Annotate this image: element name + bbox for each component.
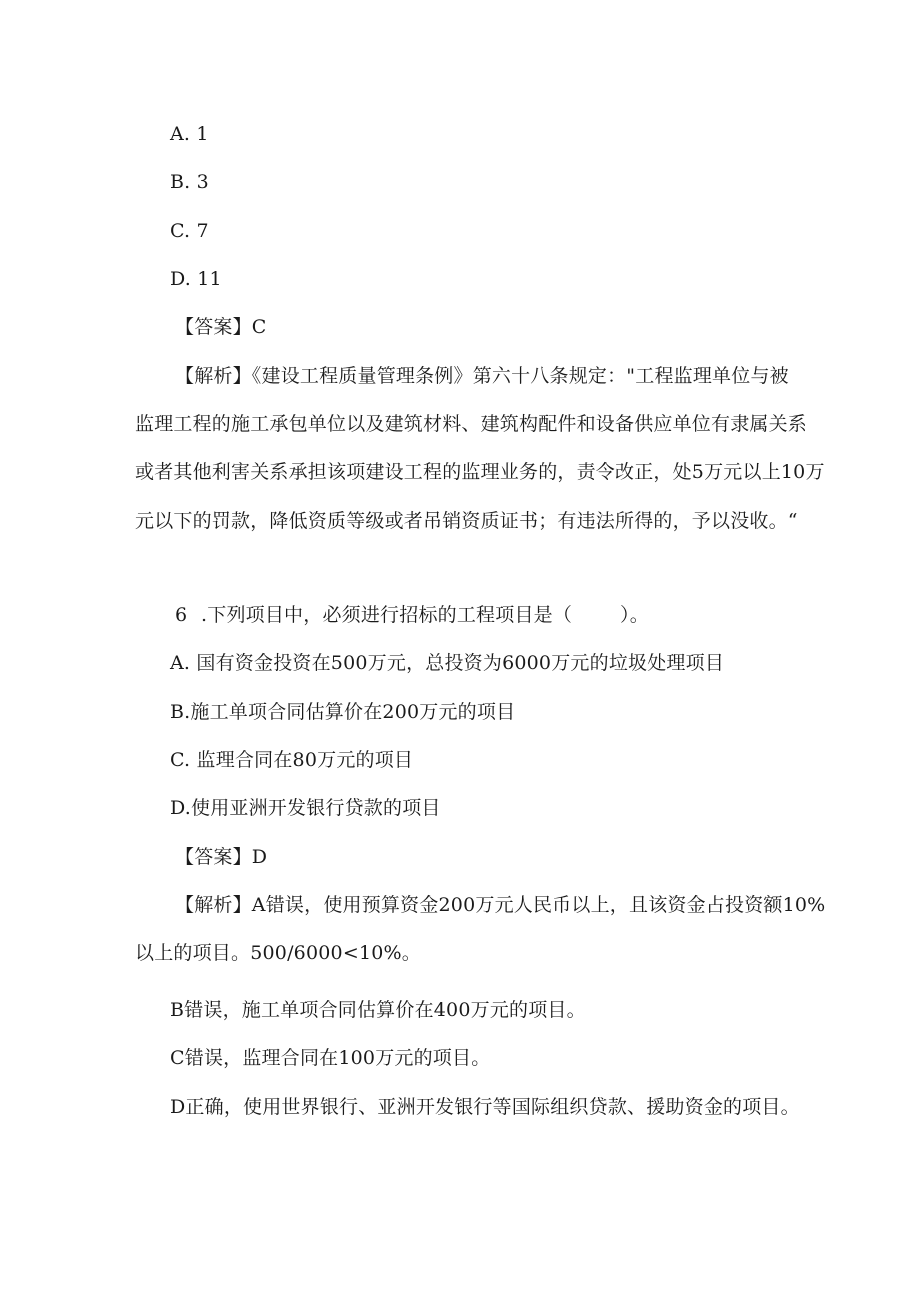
q5-analysis-line-1: 【解析】《建设工程质量管理条例》第六十八条规定："工程监理单位与被 (175, 365, 789, 387)
q6-answer: 【答案】D (175, 846, 268, 868)
q5-analysis-line-3: 或者其他利害关系承担该项建设工程的监理业务的，责令改正，处5万元以上10万 (135, 461, 825, 483)
q6-stem (175, 603, 649, 627)
q6-analysis-line-1: 【解析】A错误，使用预算资金200万元人民币以上，且该资金占投资额10% (175, 894, 826, 916)
q6-option-b: B.施工单项合同估算价在200万元的项目 (170, 701, 516, 723)
q6-analysis-line-2: 以上的项目。500/6000<10%。 (135, 942, 421, 964)
q5-analysis-line-4: 元以下的罚款，降低资质等级或者吊销资质证书；有违法所得的，予以没收。“ (135, 510, 798, 532)
q6-explanation-d: D正确，使用世界银行、亚洲开发银行等国际组织贷款、援助资金的项目。 (170, 1096, 800, 1118)
q6-explanation-c: C错误，监理合同在100万元的项目。 (170, 1047, 491, 1069)
q6-explanation-b: B错误，施工单项合同估算价在400万元的项目。 (170, 999, 586, 1021)
q5-analysis-line-2: 监理工程的施工承包单位以及建筑材料、建筑构配件和设备供应单位有隶属关系 (135, 413, 808, 435)
q6-stem-end: ）。 (620, 604, 649, 626)
q6-number: 6 (175, 604, 188, 626)
q6-option-a: A. 国有资金投资在500万元，总投资为6000万元的垃圾处理项目 (170, 652, 725, 674)
q6-option-c: C. 监理合同在80万元的项目 (170, 749, 414, 771)
q5-option-a: A. 1 (170, 123, 209, 145)
q5-option-b: B. 3 (170, 171, 209, 193)
q6-option-d: D.使用亚洲开发银行贷款的项目 (170, 797, 441, 819)
q5-option-d: D. 11 (170, 268, 222, 290)
q6-stem-text: .下列项目中，必须进行招标的工程项目是（ (201, 604, 573, 626)
q5-option-c: C. 7 (170, 220, 209, 242)
q5-answer: 【答案】C (175, 316, 267, 338)
